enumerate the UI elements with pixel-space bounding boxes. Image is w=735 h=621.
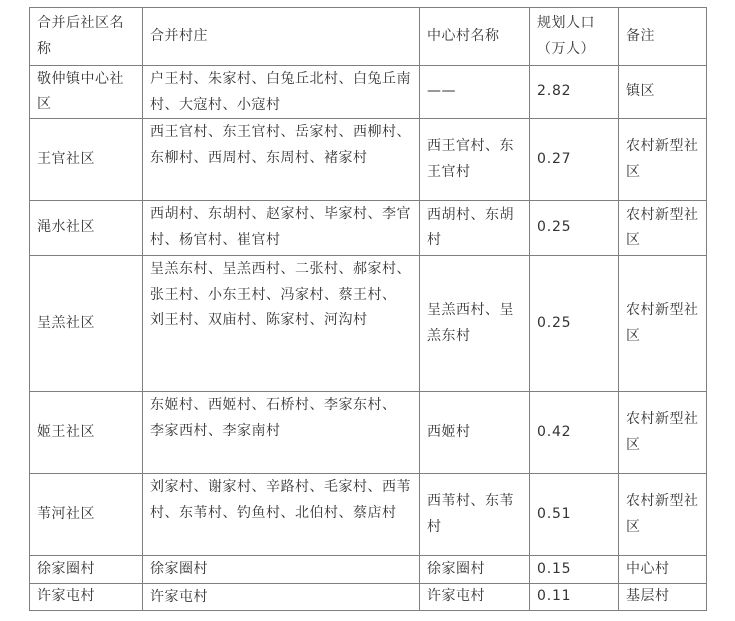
table-row (30, 201, 707, 256)
community-name: 姬王社区 (30, 392, 143, 474)
village-line: 徐家圈村 (150, 561, 208, 577)
community-plan-table (29, 7, 707, 611)
header-community: 合并后社区名称 (30, 8, 143, 66)
remark: 农村新型社区 (619, 119, 707, 201)
center-village: 许家屯村 (420, 583, 530, 611)
center-village: 西王官村、东王官村 (420, 119, 530, 201)
table-row (30, 474, 707, 556)
community-name: 徐家圈村 (30, 556, 143, 584)
table-row (30, 392, 707, 474)
center-village: —— (420, 66, 530, 119)
community-name: 王官社区 (30, 119, 143, 201)
village-line: 呈羔东村、呈羔西村、二张村、郝家村、 (150, 261, 411, 277)
header-center-village: 中心村名称 (420, 8, 530, 66)
village-line: 东柳村、西周村、东周村、褚家村 (150, 149, 368, 166)
planned-population: 0.11 (530, 583, 619, 611)
community-name: 呈羔社区 (30, 256, 143, 392)
village-line: 许家屯村 (150, 588, 208, 605)
remark: 基层村 (619, 583, 707, 611)
header-remark: 备注 (619, 8, 707, 66)
merged-villages (143, 556, 420, 584)
remark: 农村新型社区 (619, 256, 707, 392)
header-villages: 合并村庄 (143, 8, 420, 66)
merged-villages (143, 201, 420, 256)
planned-population: 0.42 (530, 392, 619, 474)
remark: 农村新型社区 (619, 201, 707, 256)
table-row (30, 66, 707, 119)
remark: 镇区 (619, 66, 707, 119)
village-line: 户王村、朱家村、白兔丘北村、白兔丘南村、大寇村、小寇村 (150, 71, 411, 113)
center-village: 西姬村 (420, 392, 530, 474)
village-line: 东姬村、西姬村、石桥村、李家东村、 (150, 397, 397, 413)
table-row (30, 256, 707, 392)
remark: 中心村 (619, 556, 707, 584)
planned-population: 2.82 (530, 66, 619, 119)
center-village: 呈羔西村、呈羔东村 (420, 256, 530, 392)
cropped-caption (0, 0, 735, 2)
village-line: 李家西村、李家南村 (150, 422, 281, 439)
merged-villages (143, 119, 420, 201)
table-row (30, 119, 707, 201)
planned-population: 0.15 (530, 556, 619, 584)
planned-population: 0.27 (530, 119, 619, 201)
community-name: 敬仲镇中心社区 (30, 66, 143, 119)
merged-villages (143, 474, 420, 556)
village-line: 刘家村、谢家村、辛路村、毛家村、西苇村、东苇村、钓鱼村、北伯村、蔡店村 (150, 479, 411, 521)
header-row (30, 8, 707, 66)
planned-population: 0.25 (530, 256, 619, 392)
center-village: 西胡村、东胡村 (420, 201, 530, 256)
community-name: 苇河社区 (30, 474, 143, 556)
remark: 农村新型社区 (619, 474, 707, 556)
merged-villages (143, 583, 420, 611)
merged-villages (143, 256, 420, 392)
village-line: 张王村、小东王村、冯家村、蔡王村、 (150, 286, 397, 303)
table-row (30, 583, 707, 611)
planned-population: 0.51 (530, 474, 619, 556)
merged-villages (143, 66, 420, 119)
center-village: 西苇村、东苇村 (420, 474, 530, 556)
village-line: 西胡村、东胡村、赵家村、毕家村、李官村、杨官村、崔官村 (150, 206, 411, 248)
table-row (30, 556, 707, 584)
remark: 农村新型社区 (619, 392, 707, 474)
village-line: 西王官村、东王官村、岳家村、西柳村、 (150, 124, 411, 140)
merged-villages (143, 392, 420, 474)
community-name: 渑水社区 (30, 201, 143, 256)
header-population: 规划人口（万人） (530, 8, 619, 66)
village-line: 刘王村、双庙村、陈家村、河沟村 (150, 312, 368, 328)
center-village: 徐家圈村 (420, 556, 530, 584)
planned-population: 0.25 (530, 201, 619, 256)
community-name: 许家屯村 (30, 583, 143, 611)
